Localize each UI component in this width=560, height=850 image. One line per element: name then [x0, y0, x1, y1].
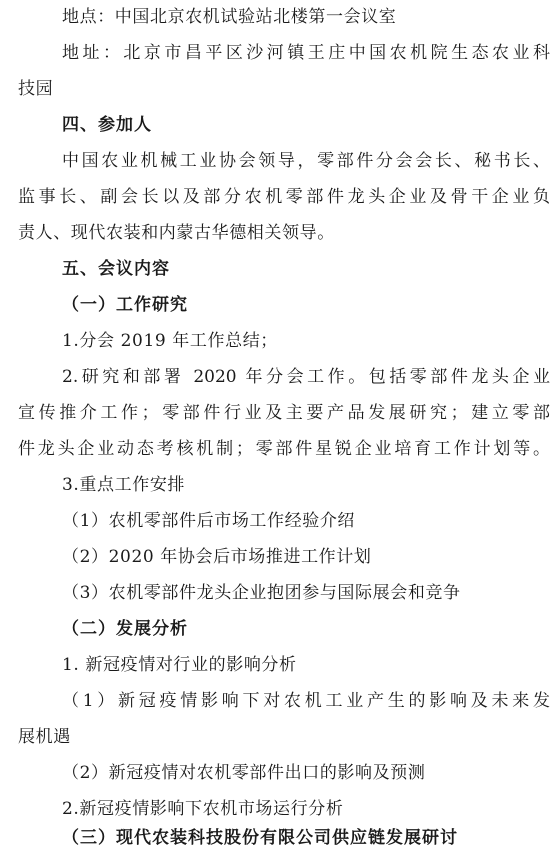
- participants-paragraph-line-1: 中国农业机械工业协会领导，零部件分会会长、秘书长、: [62, 151, 550, 171]
- section-heading-participants: 四、参加人: [62, 115, 152, 135]
- sub-item-covid-industry-line-2: 展机遇: [18, 727, 71, 747]
- participants-paragraph-line-3: 责人、现代农装和内蒙古华德相关领导。: [18, 223, 335, 243]
- meeting-location-line: 地点：中国北京农机试验站北楼第一会议室: [62, 7, 397, 27]
- sub-item-aftermarket-plan: （2）2020 年协会后市场推进工作计划: [62, 547, 372, 567]
- sub-item-covid-industry-line-1: （1）新冠疫情影响下对农机工业产生的影响及未来发: [62, 691, 550, 711]
- list-item-key-work: 3.重点工作安排: [62, 475, 186, 495]
- list-item-2020-plan-line-1: 2.研究和部署 2020 年分会工作。包括零部件龙头企业: [62, 367, 550, 387]
- subsection-heading-development-analysis: （二）发展分析: [62, 619, 188, 639]
- sub-item-aftermarket-experience: （1）农机零部件后市场工作经验介绍: [62, 511, 356, 531]
- subsection-heading-supply-chain: （三）现代农装科技股份有限公司供应链发展研讨: [62, 828, 458, 848]
- participants-paragraph-line-2: 监事长、副会长以及部分农机零部件龙头企业及骨干企业负: [18, 187, 550, 207]
- list-item-2020-plan-line-3: 件龙头企业动态考核机制；零部件星锐企业培育工作计划等。: [18, 439, 550, 459]
- sub-item-covid-export: （2）新冠疫情对农机零部件出口的影响及预测: [62, 763, 426, 783]
- list-item-covid-impact: 1. 新冠疫情对行业的影响分析: [62, 655, 297, 675]
- sub-item-international-exhibition: （3）农机零部件龙头企业抱团参与国际展会和竞争: [62, 583, 461, 603]
- meeting-address-line-cont: 技园: [18, 79, 54, 99]
- section-heading-meeting-content: 五、会议内容: [62, 259, 170, 279]
- list-item-market-analysis: 2.新冠疫情影响下农机市场运行分析: [62, 799, 344, 819]
- list-item-2020-plan-line-2: 宣传推介工作；零部件行业及主要产品发展研究；建立零部: [18, 403, 550, 423]
- subsection-heading-work-research: （一）工作研究: [62, 295, 188, 315]
- meeting-address-line: 地址：北京市昌平区沙河镇王庄中国农机院生态农业科: [62, 43, 550, 63]
- list-item-2019-summary: 1.分会 2019 年工作总结；: [62, 331, 278, 351]
